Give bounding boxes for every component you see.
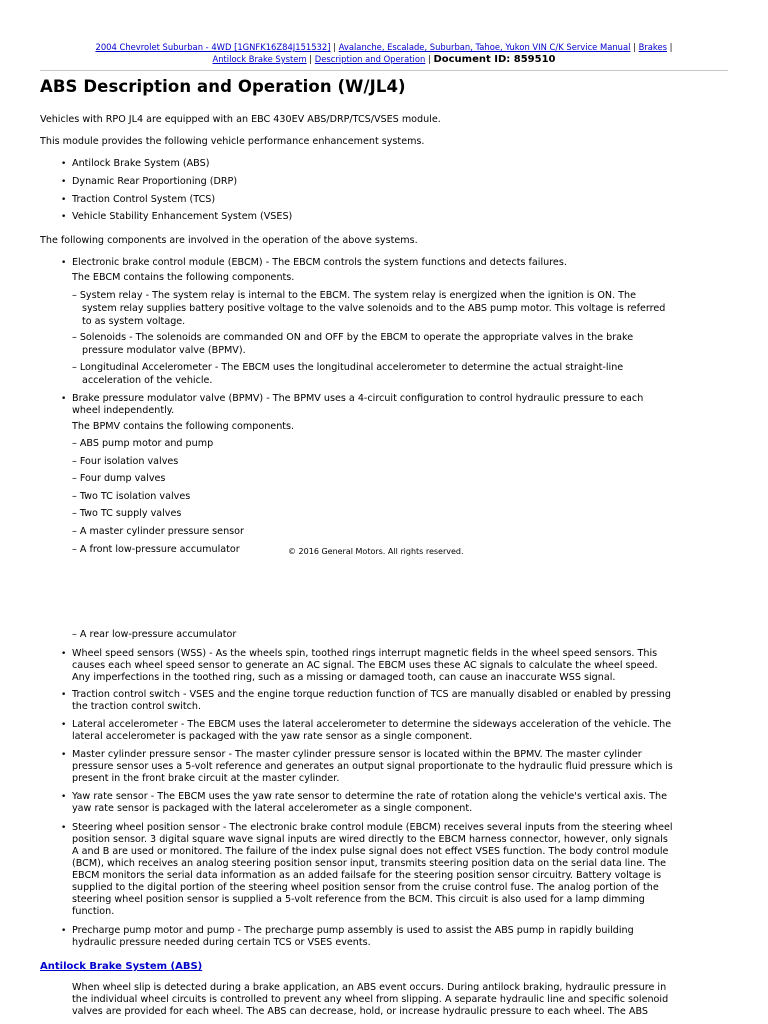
breadcrumb	[40, 41, 728, 66]
bullet-icon: •	[61, 159, 67, 169]
ebcm-description: Electronic brake control module (EBCM) - The EBCM controls the system functions and detects failures.	[72, 257, 567, 268]
breadcrumb-link-antilock-brake-system[interactable]: Antilock Brake System	[212, 54, 307, 64]
bullet-icon: •	[61, 649, 67, 659]
bpmv-sub-item: – Four dump valves	[72, 473, 166, 484]
steering-sensor-description: Steering wheel position sensor - The electronic brake control module (EBCM) receives several inputs from the steering wheel	[72, 822, 673, 833]
breadcrumb-line-1	[40, 41, 728, 53]
breadcrumb-separator: |	[427, 54, 431, 64]
bullet-icon: •	[61, 750, 67, 760]
ebcm-sub-item: system relay supplies battery positive voltage to the valve solenoids and to the ABS pump motor. This voltage is referred	[82, 303, 666, 314]
abs-section-link[interactable]: Antilock Brake System (ABS)	[40, 961, 203, 972]
steering-sensor-description: A and B are used or monitored. The failure of the index pulse signal does not effect VSES function. The body control module	[72, 846, 669, 857]
bullet-icon: •	[61, 690, 67, 700]
steering-sensor-description: (BCM), which receives an analog steering position sensor input, transmits steering position data on the serial data line. The	[72, 858, 667, 869]
bpmv-contains: The BPMV contains the following components.	[72, 421, 295, 432]
bullet-icon: •	[61, 195, 67, 205]
steering-sensor-description: EBCM monitors the serial data information as an added failsafe for the steering position sensor circuitry. Battery voltage is	[72, 870, 662, 881]
bpmv-sub-item: – A rear low-pressure accumulator	[72, 629, 237, 640]
intro-paragraph-2: This module provides the following vehicle performance enhancement systems.	[40, 136, 425, 147]
ebcm-sub-item: – System relay - The system relay is internal to the EBCM. The system relay is energized when the ignition is ON. The	[72, 290, 637, 301]
system-item: Antilock Brake System (ABS)	[72, 158, 210, 169]
page-title: ABS Description and Operation (W/JL4)	[40, 77, 406, 96]
breadcrumb-separator: |	[669, 42, 673, 52]
breadcrumb-link-brakes[interactable]: Brakes	[638, 42, 667, 52]
mc-pressure-sensor-description: Master cylinder pressure sensor - The master cylinder pressure sensor is located within the BPMV. The master cylinder	[72, 749, 642, 760]
ebcm-sub-item: acceleration of the vehicle.	[82, 375, 213, 386]
bpmv-sub-item: – Four isolation valves	[72, 456, 179, 467]
bpmv-sub-item: – ABS pump motor and pump	[72, 438, 214, 449]
bpmv-sub-item: – Two TC isolation valves	[72, 491, 191, 502]
ebcm-sub-item: – Solenoids - The solenoids are commanded ON and OFF by the EBCM to operate the appropriate valves in the brake	[72, 332, 634, 343]
intro-paragraph-1: Vehicles with RPO JL4 are equipped with an EBC 430EV ABS/DRP/TCS/VSES module.	[40, 114, 441, 125]
breadcrumb-line-2	[40, 53, 728, 66]
bullet-icon: •	[61, 177, 67, 187]
ebcm-sub-item: pressure modulator valve (BPMV).	[82, 345, 246, 356]
steering-sensor-description: steering wheel position sensor is supplied a 5-volt reference from the BCM. This circuit is also used for a lamp dimming	[72, 894, 645, 905]
bpmv-description: wheel independently.	[72, 405, 175, 416]
traction-switch-description: the traction control switch.	[72, 701, 202, 712]
copyright-footer: © 2016 General Motors. All rights reserved.	[288, 547, 464, 556]
abs-paragraph: the individual wheel circuits is controlled to prevent any wheel from slipping. A separate hydraulic line and specific solenoid	[72, 994, 669, 1005]
abs-paragraph: valves are provided for each wheel. The ABS can decrease, hold, or increase hydraulic pressure to each wheel. The ABS	[72, 1006, 648, 1017]
bpmv-sub-item: – A front low-pressure accumulator	[72, 544, 240, 555]
precharge-pump-description: hydraulic pressure needed during certain TCS or VSES events.	[72, 937, 371, 948]
wss-description: Any imperfections in the toothed ring, such as a missing or damaged tooth, can cause an inaccurate WSS signal.	[72, 672, 616, 683]
abs-paragraph: When wheel slip is detected during a brake application, an ABS event occurs. During antilock braking, hydraulic pressure in	[72, 982, 667, 993]
wss-description: Wheel speed sensors (WSS) - As the wheels spin, toothed rings interrupt magnetic fields in the wheel speed sensors. This	[72, 648, 658, 659]
yaw-rate-sensor-description: Yaw rate sensor - The EBCM uses the yaw rate sensor to determine the rate of rotation along the vehicle's vertical axis. The	[72, 791, 667, 802]
bullet-icon: •	[61, 212, 67, 222]
bullet-icon: •	[61, 792, 67, 802]
mc-pressure-sensor-description: pressure sensor uses a 5-volt reference and generates an output signal proportionate to the hydraulic fluid pressure which is	[72, 761, 673, 772]
lateral-accelerometer-description: Lateral accelerometer - The EBCM uses the lateral accelerometer to determine the sideways acceleration of the vehicle. The	[72, 719, 672, 730]
document-id: Document ID: 859510	[433, 54, 556, 65]
ebcm-sub-item: – Longitudinal Accelerometer - The EBCM uses the longitudinal accelerometer to determine the actual straight-line	[72, 362, 624, 373]
bpmv-sub-item: – A master cylinder pressure sensor	[72, 526, 244, 537]
steering-sensor-description: function.	[72, 906, 115, 917]
bpmv-sub-item: – Two TC supply valves	[72, 508, 182, 519]
steering-sensor-description: position sensor. 3 digital square wave signal inputs are wired directly to the EBCM harness connector, however, only signals	[72, 834, 668, 845]
precharge-pump-description: Precharge pump motor and pump - The precharge pump assembly is used to assist the ABS pump in rapidly building	[72, 925, 634, 936]
breadcrumb-separator: |	[633, 42, 636, 52]
steering-sensor-description: supplied to the digital portion of the steering wheel position sensor from the cruise control fuse. The analog portion of the	[72, 882, 659, 893]
breadcrumb-link-description-operation[interactable]: Description and Operation	[314, 54, 426, 64]
wss-description: causes each wheel speed sensor to generate an AC signal. The EBCM uses these AC signals to calculate the wheel speed.	[72, 660, 658, 671]
mc-pressure-sensor-description: present in the front brake circuit at the master cylinder.	[72, 773, 340, 784]
system-item: Vehicle Stability Enhancement System (VSES)	[72, 211, 293, 222]
breadcrumb-separator: |	[309, 54, 313, 64]
bullet-icon: •	[61, 394, 67, 404]
yaw-rate-sensor-description: yaw rate sensor is packaged with the lateral accelerometer as a single component.	[72, 803, 473, 814]
breadcrumb-separator: |	[333, 42, 336, 52]
bpmv-description: Brake pressure modulator valve (BPMV) - The BPMV uses a 4-circuit configuration to control hydraulic pressure to each	[72, 393, 644, 404]
bullet-icon: •	[61, 823, 67, 833]
breadcrumb-link-vehicle[interactable]: 2004 Chevrolet Suburban - 4WD [1GNFK16Z84J151532]	[95, 42, 331, 52]
breadcrumb-link-service-manual[interactable]: Avalanche, Escalade, Suburban, Tahoe, Yukon VIN C/K Service Manual	[338, 42, 631, 52]
title-divider	[40, 70, 728, 71]
components-intro: The following components are involved in the operation of the above systems.	[40, 235, 418, 246]
system-item: Traction Control System (TCS)	[72, 194, 216, 205]
system-item: Dynamic Rear Proportioning (DRP)	[72, 176, 238, 187]
lateral-accelerometer-description: lateral accelerometer is packaged with the yaw rate sensor as a single component.	[72, 731, 473, 742]
ebcm-sub-item: to as system voltage.	[82, 316, 186, 327]
traction-switch-description: Traction control switch - VSES and the engine torque reduction function of TCS are manually disabled or enabled by pressing	[72, 689, 671, 700]
bullet-icon: •	[61, 258, 67, 268]
bullet-icon: •	[61, 926, 67, 936]
bullet-icon: •	[61, 720, 67, 730]
ebcm-contains: The EBCM contains the following components.	[72, 272, 295, 283]
